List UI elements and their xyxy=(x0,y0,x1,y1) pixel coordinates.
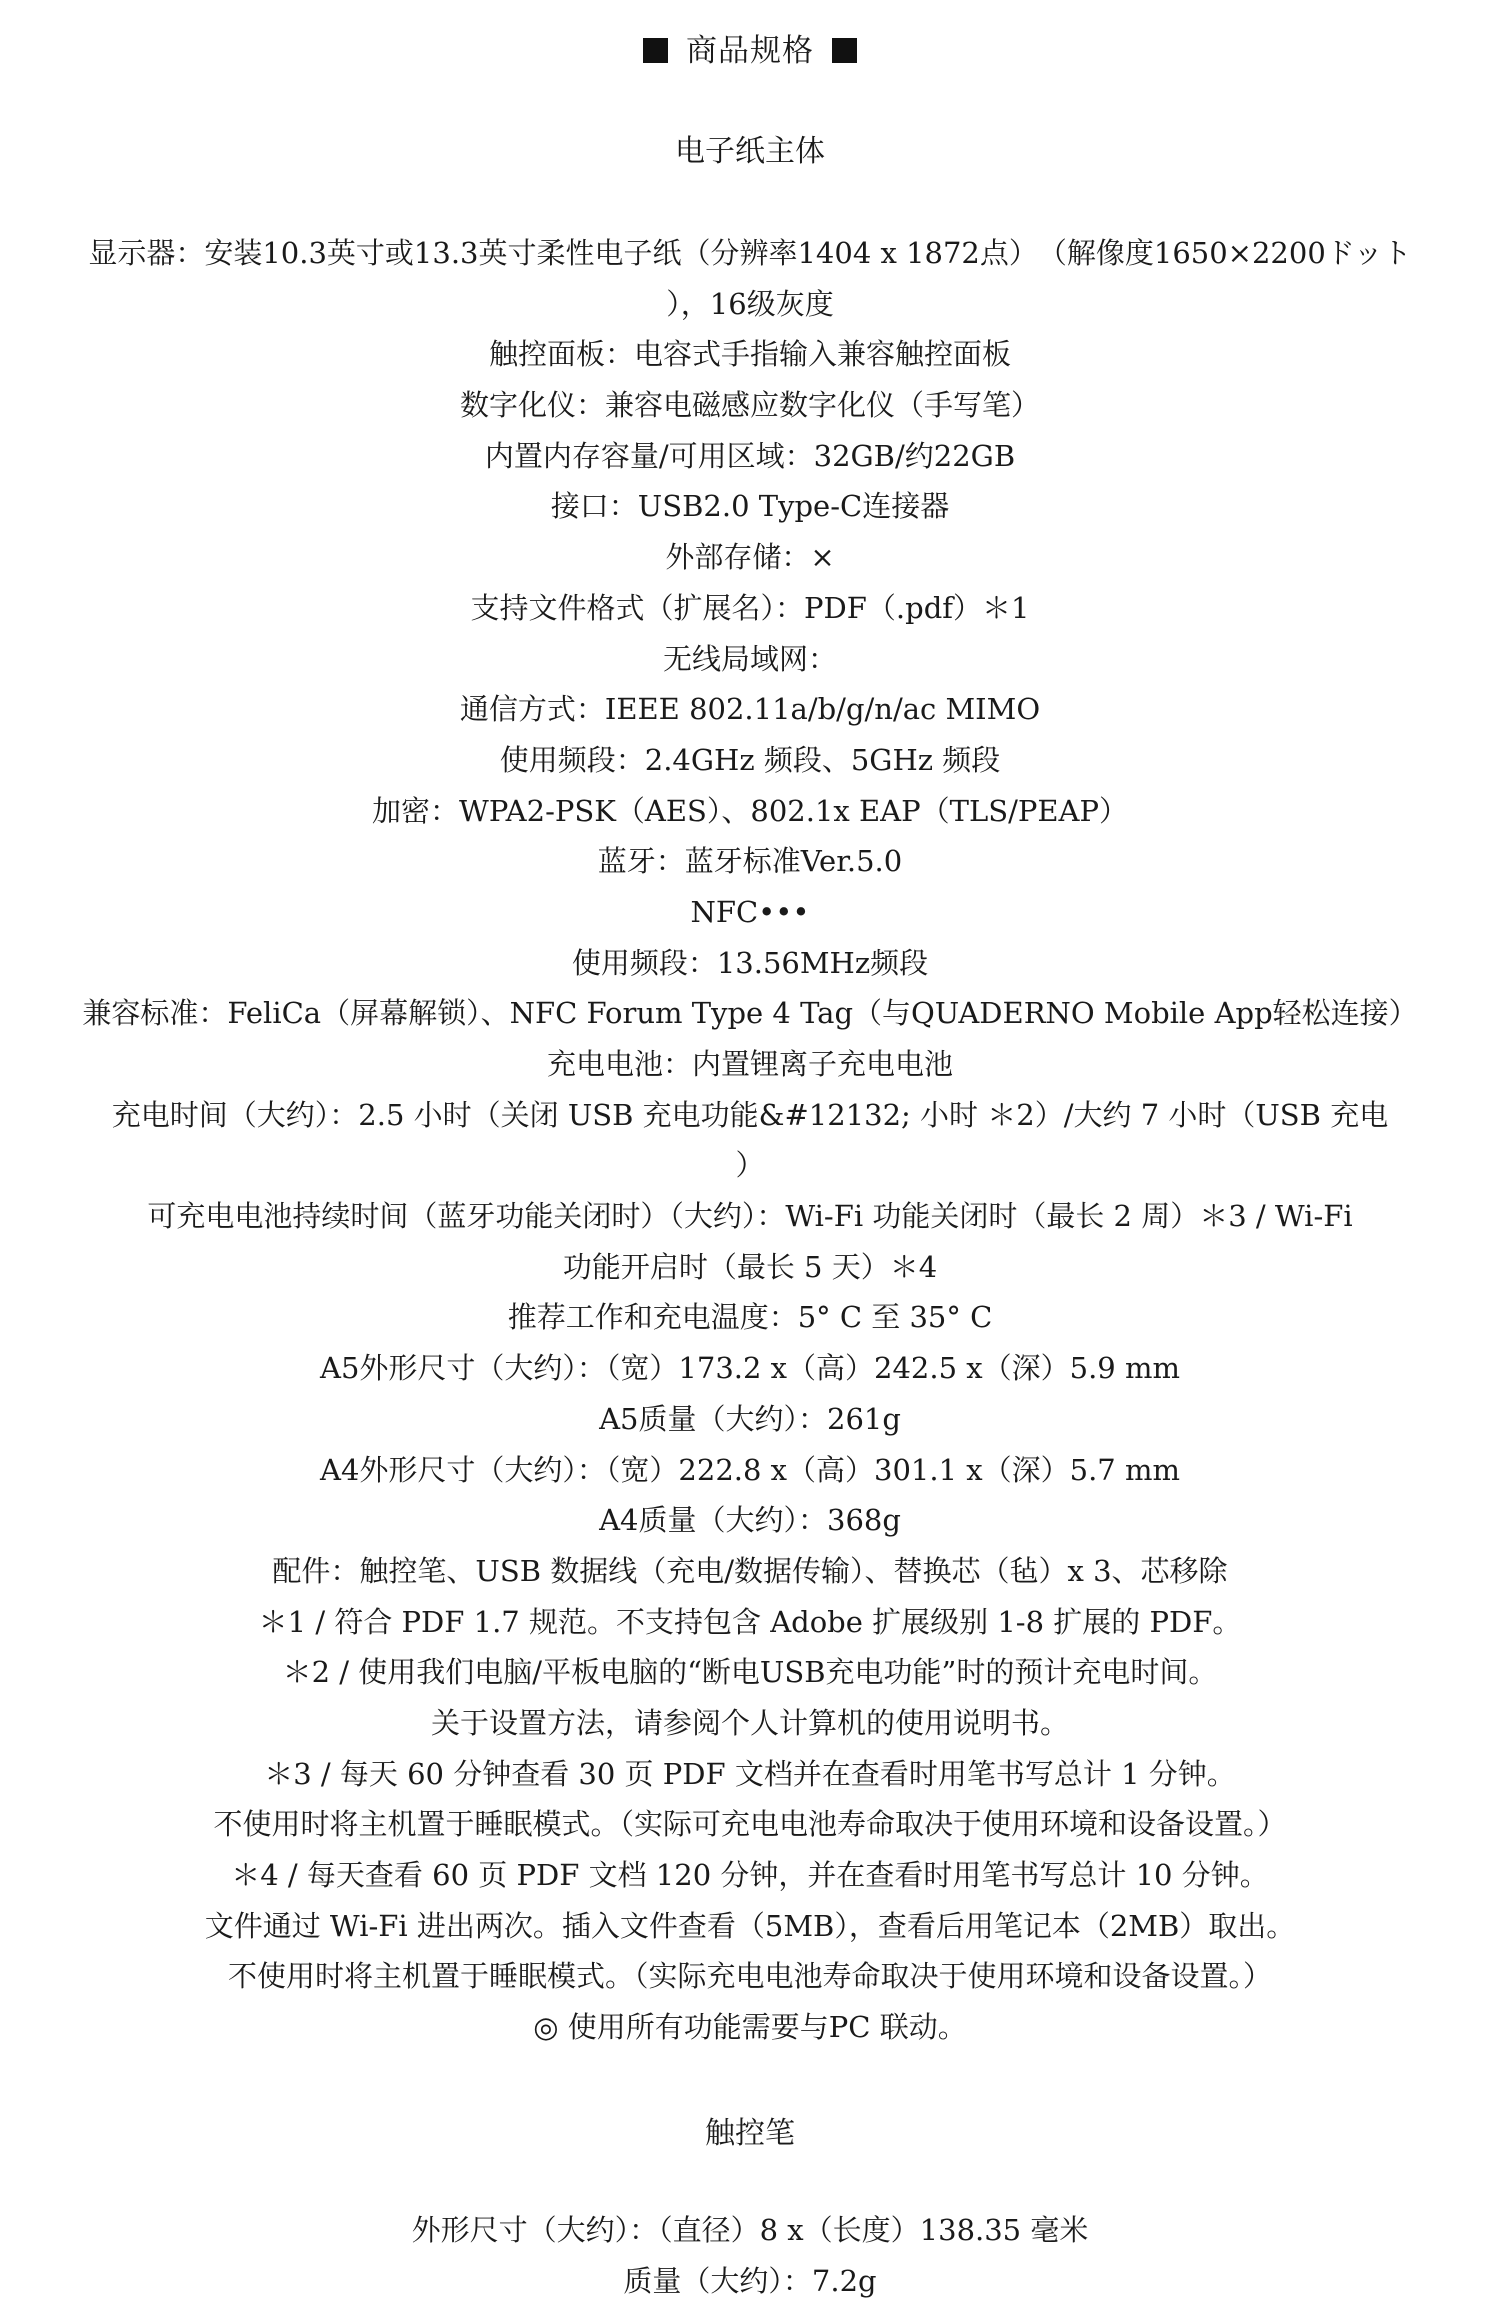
spec-line: 不使用时将主机置于睡眠模式。（实际可充电电池寿命取决于使用环境和设备设置。） xyxy=(213,1807,1287,1842)
stylus-heading: 触控笔 xyxy=(705,2116,795,2151)
spec-line: ◎ 使用所有功能需要与PC 联动。 xyxy=(533,2010,967,2045)
spec-line: 文件通过 Wi-Fi 进出两次。插入文件查看（5MB），查看后用笔记本（2MB）取出。 xyxy=(204,1908,1296,1943)
spec-title xyxy=(0,26,1500,76)
spec-line: 接口：USB2.0 Type-C连接器 xyxy=(550,489,950,524)
spec-line: 使用频段：2.4GHz 频段、5GHz 频段 xyxy=(499,742,1001,777)
spec-line: A5质量（大约）：261g xyxy=(599,1401,901,1436)
spec-line: 加密：WPA2-PSK（AES）、802.1x EAP（TLS/PEAP） xyxy=(372,793,1128,828)
spec-line: 支持文件格式（扩展名）：PDF（.pdf）＊1 xyxy=(470,590,1030,625)
spec-line: ＊4 / 每天查看 60 页 PDF 文档 120 分钟，并在查看时用笔书写总计 10 分钟。 xyxy=(231,1858,1269,1892)
spec-line: 触控面板：电容式手指输入兼容触控面板 xyxy=(488,337,1011,372)
spec-line: A4质量（大约）：368g xyxy=(599,1503,901,1538)
black-square-icon xyxy=(832,38,857,63)
spec-line: 使用频段：13.56MHz频段 xyxy=(571,945,929,980)
spec-line: 显示器：安装10.3英寸或13.3英寸柔性电子纸（分辨率1404 x 1872点） （解像度1650×2200ドット xyxy=(88,236,1412,270)
spec-line: 充电电池：内置锂离子充电电池 xyxy=(546,1047,953,1081)
main-unit-spec-list xyxy=(0,228,1500,2053)
spec-line: 内置内存容量/可用区域：32GB/约22GB xyxy=(484,438,1016,473)
spec-line: 数字化仪：兼容电磁感应数字化仪（手写笔） xyxy=(459,388,1040,423)
spec-line: NFC••• xyxy=(690,894,810,929)
spec-title-text: 商品规格 xyxy=(686,33,814,69)
spec-line: ） xyxy=(735,1148,765,1183)
spec-line: 推荐工作和充电温度：5° C 至 35° C xyxy=(507,1300,993,1335)
spec-line: 充电时间（大约）：2.5 小时（关闭 USB 充电功能&#12132; 小时 ＊2）/大约 7 小时（USB 充电 xyxy=(111,1097,1389,1132)
spec-line: A4外形尺寸（大约）：（宽）222.8 x（高）301.1 x（深）5.7 mm xyxy=(320,1452,1180,1487)
spec-line: 外部存储：× xyxy=(665,540,835,575)
spec-line: ＊1 / 符合 PDF 1.7 规范。不支持包含 Adobe 扩展级别 1-8 扩展的 PDF。 xyxy=(258,1604,1242,1639)
black-square-icon xyxy=(643,38,668,63)
spec-line: 关于设置方法，请参阅个人计算机的使用说明书。 xyxy=(430,1705,1069,1740)
spec-line: 质量（大约）：7.2g xyxy=(623,2263,877,2298)
main-unit-heading: 电子纸主体 xyxy=(675,134,825,169)
spec-line: 功能开启时（最长 5 天）＊4 xyxy=(562,1249,938,1284)
spec-line: 配件：触控笔、USB 数据线（充电/数据传输）、替换芯（毡）x 3、芯移除 xyxy=(272,1553,1228,1588)
spec-line: 蓝牙：蓝牙标准Ver.5.0 xyxy=(597,844,903,879)
spec-line: ），16级灰度 xyxy=(666,286,834,321)
spec-line: 兼容标准：FeliCa（屏幕解锁）、NFC Forum Type 4 Tag（与QUADERNO Mobile App轻松连接） xyxy=(82,996,1418,1031)
spec-line: ＊2 / 使用我们电脑/平板电脑的“断电USB充电功能”时的预计充电时间。 xyxy=(282,1655,1218,1690)
stylus-spec-list xyxy=(0,2205,1500,2306)
spec-line: 无线局域网： xyxy=(662,641,837,676)
spec-line: 通信方式：IEEE 802.11a/b/g/n/ac MIMO xyxy=(459,692,1041,727)
spec-line: ＊3 / 每天 60 分钟查看 30 页 PDF 文档并在查看时用笔书写总计 1 分钟。 xyxy=(264,1756,1236,1791)
spec-line: 不使用时将主机置于睡眠模式。（实际充电电池寿命取决于使用环境和设备设置。） xyxy=(227,1959,1272,1994)
spec-line: 外形尺寸（大约）：（直径）8 x（长度）138.35 毫米 xyxy=(411,2213,1089,2247)
spec-line: 可充电电池持续时间（蓝牙功能关闭时）（大约）：Wi-Fi 功能关闭时（最长 2 周）＊3 / Wi-Fi xyxy=(147,1199,1353,1234)
spec-line: A5外形尺寸（大约）：（宽）173.2 x（高）242.5 x（深）5.9 mm xyxy=(320,1351,1180,1386)
